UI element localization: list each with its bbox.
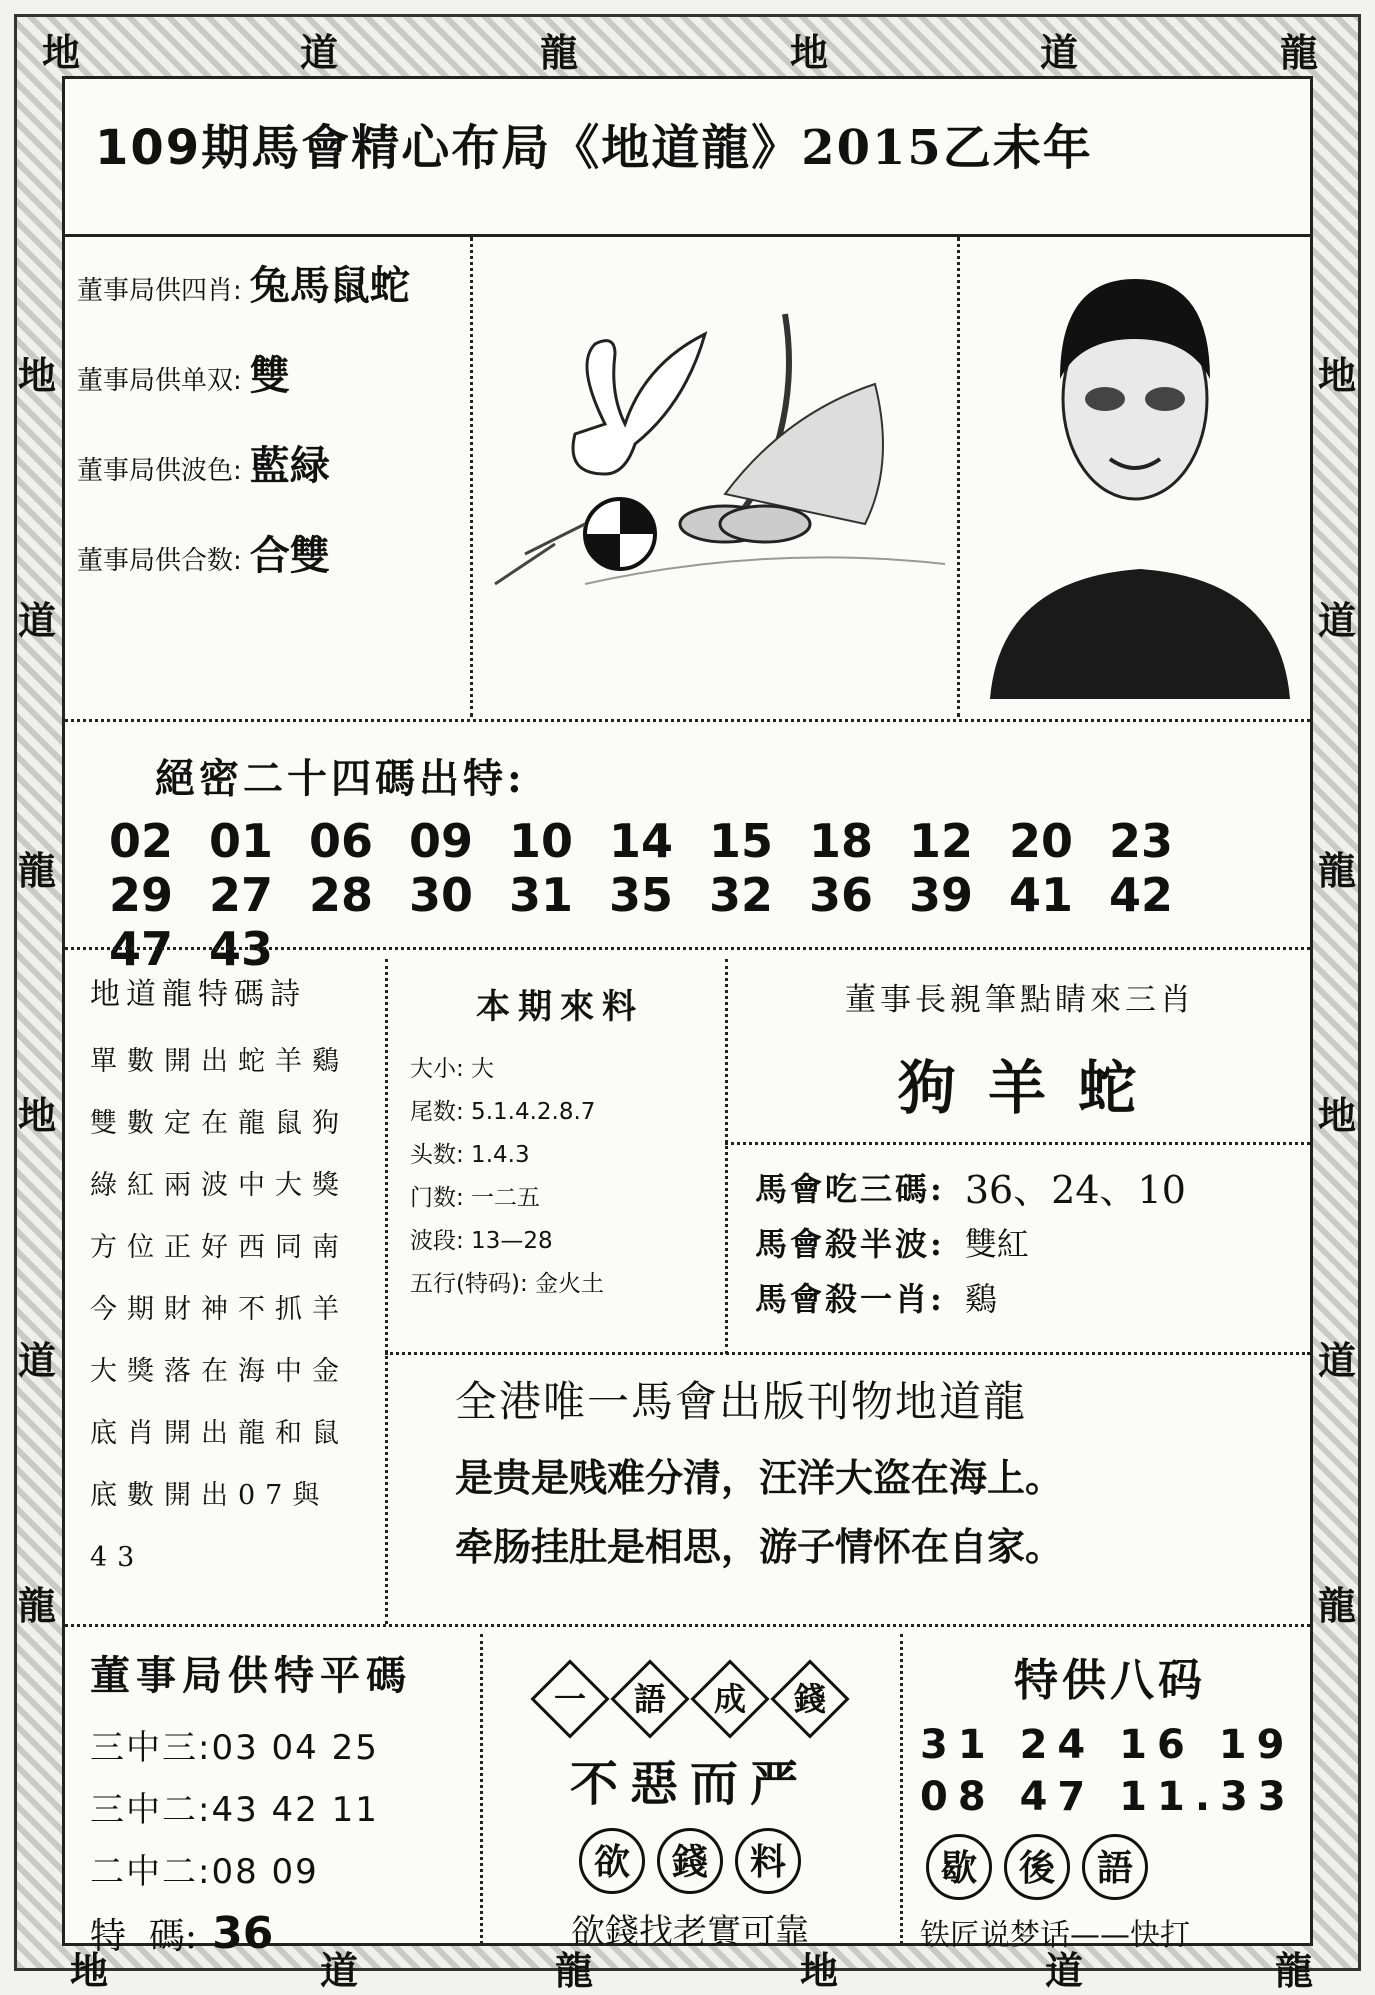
border-char: 道 [320,1948,359,1993]
poem-line: 底數開出07與43 [90,1480,330,1573]
secret-number: 27 [208,868,273,922]
border-char: 龍 [1318,848,1357,893]
flat-row: 二中二:08 09 [90,1852,319,1892]
secret-number: 15 [708,814,773,868]
material-section [410,979,710,1329]
phrase-footer: 欲錢找老實可靠 [571,1912,809,1952]
flat-codes-section [90,1644,470,1959]
board-item-value: 合雙 [249,532,330,579]
horse-club-value: 36、24、10 [964,1168,1186,1212]
phrase-circle: 料 [735,1828,801,1894]
chairman-heading: 董事長親筆點睛來三肖 [845,982,1195,1018]
border-char: 龍 [540,30,579,75]
border-char: 道 [1318,598,1357,643]
material-item: 五行(特码): 金火土 [410,1271,605,1297]
promo-section [405,1369,1305,1609]
poem-line: 雙數定在龍鼠狗 [90,1108,349,1139]
border-char: 地 [18,1093,57,1138]
border-char: 道 [1040,30,1079,75]
horse-club-item [755,1214,1310,1269]
board-item [77,344,507,434]
border-char: 龍 [1275,1948,1314,1993]
secret-number: 09 [408,814,473,868]
poem-title: 地道龍特碼詩 [90,977,306,1012]
flat-title: 董事局供特平碼 [90,1652,412,1699]
phrase-diamond [770,1659,849,1738]
eight-title: 特供八码 [1014,1655,1206,1706]
secret-number: 14 [608,814,673,868]
wave-divider [65,1624,1310,1637]
wave-divider [65,719,1310,732]
portrait-icon [970,249,1300,699]
eight-row: 31 24 16 19 [920,1722,1295,1768]
eight-circle: 後 [1004,1834,1070,1900]
wave-divider [480,1634,493,1944]
border-char: 龍 [18,1583,57,1628]
portrait-photo [970,249,1300,699]
eight-circle: 歇 [926,1834,992,1900]
secret-number: 41 [1008,868,1073,922]
poem-line: 今期財神不抓羊 [90,1294,349,1325]
secret-number: 39 [908,868,973,922]
page-title [95,109,1093,178]
promo-line: 是贵是贱难分清，汪洋大盗在海上。 [455,1456,1064,1500]
wave-divider [725,1142,1310,1155]
board-item-label: 董事局供四肖: [77,276,242,306]
border-char: 龍 [1318,1583,1357,1628]
wave-divider [957,237,970,717]
secret-heading: 絕密二十四碼出特: [155,755,526,802]
board-item-value: 雙 [249,352,290,399]
secret-number: 32 [708,868,773,922]
content-panel [62,76,1313,1959]
board-tips [77,254,507,714]
secret-number: 36 [808,868,873,922]
border-char: 地 [70,1948,109,1993]
promo-headline: 全港唯一馬會出版刊物地道龍 [455,1377,1028,1426]
secret-number: 35 [608,868,673,922]
wave-divider [385,1352,1310,1365]
secret-number: 10 [508,814,573,868]
flat-row: 三中二:43 42 11 [90,1790,379,1830]
horse-club-label: 馬會殺半波: [755,1224,945,1263]
illustration [485,254,955,694]
border-char: 地 [790,30,829,75]
eight-row: 08 47 11.33 [920,1774,1296,1820]
border-char: 地 [1318,1093,1357,1138]
material-item: 门数: 一二五 [410,1185,541,1211]
poem-line: 單數開出蛇羊鷄 [90,1046,349,1077]
title-text: 期馬會精心布局《地道龍》2015乙未年 [201,120,1093,176]
board-item-value: 兔馬鼠蛇 [249,262,410,309]
border-char: 龍 [18,848,57,893]
poem-line: 方位正好西同南 [90,1232,349,1263]
secret-number: 30 [408,868,473,922]
poem-line: 綠紅兩波中大獎 [90,1170,349,1201]
phrase-diamond [530,1659,609,1738]
eight-footer: 铁匠说梦话——快打 [920,1918,1190,1953]
border-char: 道 [1318,1338,1357,1383]
secret-number: 01 [208,814,273,868]
secret-number: 28 [308,868,373,922]
horse-club-section [755,1159,1310,1339]
special-label: 特 碼: [90,1916,198,1957]
secret-number: 42 [1108,868,1173,922]
horse-club-label: 馬會吃三碼: [755,1169,945,1208]
eight-circle: 語 [1082,1834,1148,1900]
special-value: 36 [212,1908,274,1959]
secret-number: 02 [108,814,173,868]
phrase-section [495,1659,885,1952]
poem-line: 大獎落在海中金 [90,1356,349,1387]
border-char: 道 [18,1338,57,1383]
phrase-circle: 欲 [579,1828,645,1894]
secret-number: 12 [908,814,973,868]
border-char: 龍 [555,1948,594,1993]
secret-number: 43 [208,922,273,976]
border-char: 道 [1045,1948,1084,1993]
special-code [90,1903,470,1965]
board-item-label: 董事局供单双: [77,366,242,396]
board-item [77,434,507,524]
secret-number: 06 [308,814,373,868]
wave-divider [470,237,483,717]
border-char: 龍 [1280,30,1319,75]
border-char: 道 [300,30,339,75]
poem-line: 底肖開出龍和鼠 [90,1418,349,1449]
secret-number: 23 [1108,814,1173,868]
board-item-label: 董事局供波色: [77,456,242,486]
phrase-circle: 錢 [657,1828,723,1894]
secret-number: 47 [108,922,173,976]
border-char: 地 [42,30,81,75]
secret-number: 20 [1008,814,1073,868]
material-item: 头数: 1.4.3 [410,1142,530,1168]
horse-club-item [755,1159,1310,1214]
horse-club-value: 雙紅 [964,1224,1029,1263]
border-char: 地 [800,1948,839,1993]
header [65,79,1310,237]
material-item: 波段: 13—28 [410,1228,553,1254]
border-char: 地 [1318,353,1357,398]
chairman-zodiac: 狗 羊 蛇 [897,1054,1143,1122]
secret-number: 31 [508,868,573,922]
phrase-diamond [690,1659,769,1738]
phrase-diamond-char: 語 [633,1680,666,1718]
wave-divider [385,959,398,1624]
phrase-text: 不惡而严 [569,1756,810,1812]
promo-line: 牵肠挂肚是相思，游子情怀在自家。 [455,1525,1064,1569]
goose-ball-illustration [485,254,955,694]
material-title: 本期來料 [476,987,644,1027]
secret-number: 29 [108,868,173,922]
issue-number: 109 [95,120,202,176]
board-item [77,254,507,344]
flat-row: 三中三:03 04 25 [90,1728,379,1768]
border-char: 道 [18,598,57,643]
eight-codes-section [920,1644,1300,1953]
board-item [77,524,507,614]
horse-club-label: 馬會殺一肖: [755,1279,945,1318]
phrase-diamond-char: 成 [713,1680,746,1718]
board-item-label: 董事局供合数: [77,546,242,576]
horse-club-value: 鷄 [964,1279,997,1318]
phrase-diamond [610,1659,689,1738]
poem-section [90,969,360,1609]
chairman-section [735,974,1305,1134]
material-item: 尾数: 5.1.4.2.8.7 [410,1099,596,1125]
phrase-diamond-char: 錢 [793,1680,826,1718]
phrase-diamond-char: 一 [553,1680,586,1718]
border-char: 地 [18,353,57,398]
horse-club-item [755,1269,1310,1324]
wave-divider [900,1634,913,1944]
material-item: 大小: 大 [410,1056,495,1082]
secret-number: 18 [808,814,873,868]
board-item-value: 藍緑 [249,442,330,489]
wave-divider [65,947,1310,960]
